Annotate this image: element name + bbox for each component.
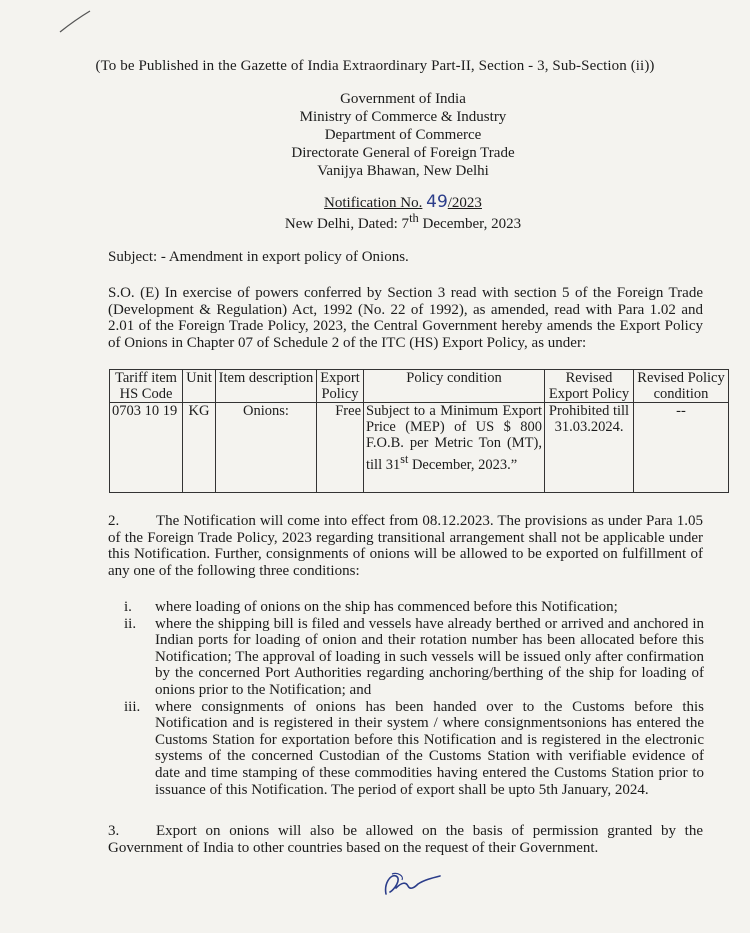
header-ministry: Ministry of Commerce & Industry — [299, 109, 507, 125]
header-unit: Unit — [183, 370, 216, 403]
paragraph-3-number: 3. — [108, 823, 120, 839]
table-row — [110, 403, 729, 493]
header-address: Vanijya Bhawan, New Delhi — [317, 163, 489, 179]
cell-export-policy: Free — [317, 403, 364, 493]
header-department: Department of Commerce — [324, 127, 482, 143]
header-item-description: Item description — [216, 370, 317, 403]
list-item — [124, 599, 704, 616]
pen-tick-mark — [58, 8, 94, 36]
dated-prefix: New Delhi, Dated: 7 — [284, 216, 410, 232]
condition-text: where the shipping bill is filed and vessels have already berthed or arrived and anchored in Indian ports for loading of onion and their rotation number has been allocated before this Notification; The approval of loading in such vessels will be issued only after confirmation by the concerned Port Authorities regarding anchoring/berthing of the ship for loading of onions prior to the Notification; and — [155, 615, 704, 698]
header-government: Government of India — [340, 91, 466, 107]
paragraph-2 — [108, 513, 703, 579]
paragraph-2-number: 2. — [108, 513, 120, 529]
notification-date — [0, 211, 750, 233]
cell-revised-policy-condition: -- — [634, 403, 729, 493]
header-policy-condition: Policy condition — [364, 370, 545, 403]
export-conditions-list — [124, 599, 704, 798]
cell-hs-code: 0703 10 19 — [110, 403, 183, 493]
export-policy-table — [109, 369, 729, 493]
dated-sup: th — [409, 211, 419, 225]
list-item — [124, 616, 704, 699]
header-revised-export-policy: Revised Export Policy — [545, 370, 634, 403]
notification-number — [0, 192, 750, 212]
condition-text-a: Subject to a Minimum Export Price (MEP) of US $ 800 F.O.B. per Metric Ton (MT), till 31 — [366, 403, 542, 473]
notification-year: /2023 — [447, 195, 482, 211]
cell-revised-export-policy: Prohibited till 31.03.2024. — [545, 403, 634, 493]
dated-suffix: December, 2023 — [418, 216, 522, 232]
list-item — [124, 699, 704, 799]
header-export-policy: Export Policy — [317, 370, 364, 403]
condition-number: iii. — [124, 698, 141, 715]
subject-line: Subject: - Amendment in export policy of Onions. — [108, 249, 409, 265]
notification-prefix: Notification No. — [324, 195, 423, 211]
condition-text: where consignments of onions has been handed over to the Customs before this Notification and is registered in their system / where consignmentsonions has entered the Customs Station for exportation before this Notification and is registered in the electronic systems of the concerned Custodian of the Customs Station with verifiable evidence of date and time stamping of these commodities having entered the Customs Station prior to issuance of this Notification. The period of export shall be upto 5th January, 2024. — [155, 698, 704, 798]
notification-number-handwritten: 49 — [426, 192, 448, 212]
condition-sup: st — [400, 452, 409, 466]
condition-text: where loading of onions on the ship has commenced before this Notification; — [155, 599, 618, 615]
paragraph-3-text: Export on onions will also be allowed on the basis of permission granted by the Government of India to other countries based on the request of their Government. — [108, 823, 703, 856]
issuing-authority-header — [0, 90, 750, 180]
signature-scribble — [380, 868, 444, 902]
table-header-row — [110, 370, 729, 403]
cell-description: Onions: — [216, 403, 317, 493]
header-revised-policy-condition: Revised Policy condition — [634, 370, 729, 403]
cell-unit: KG — [183, 403, 216, 493]
condition-number: i. — [124, 599, 132, 615]
condition-number: ii. — [124, 615, 137, 632]
header-directorate: Directorate General of Foreign Trade — [291, 145, 515, 161]
paragraph-1: S.O. (E) In exercise of powers conferred by Section 3 read with section 5 of the Foreign Trade (Development & Regulation) Act, 1992 (No. 22 of 1992), as amended, read with Para 1.02 and 2.01 of the Foreign Trade Policy, 2023, the Central Government hereby amends the Export Policy of Onions in Chapter 07 of Schedule 2 of the ITC (HS) Export Policy, as under: — [108, 285, 703, 351]
paragraph-2-text: The Notification will come into effect from 08.12.2023. The provisions as under Para 1.05 of the Foreign Trade Policy, 2023 regarding transitional arrangement shall not be applicable under this Notification. Further, consignments of onions will be allowed to be exported on fulfillment of any one of the following three conditions: — [108, 513, 703, 579]
paragraph-3 — [108, 823, 703, 856]
header-hs-code: Tariff item HS Code — [110, 370, 183, 403]
gazette-publication-line: (To be Published in the Gazette of India Extraordinary Part-II, Section - 3, Sub-Section (ii)) — [95, 58, 655, 74]
condition-text-b: December, 2023.” — [408, 456, 518, 473]
cell-policy-condition — [364, 403, 545, 493]
